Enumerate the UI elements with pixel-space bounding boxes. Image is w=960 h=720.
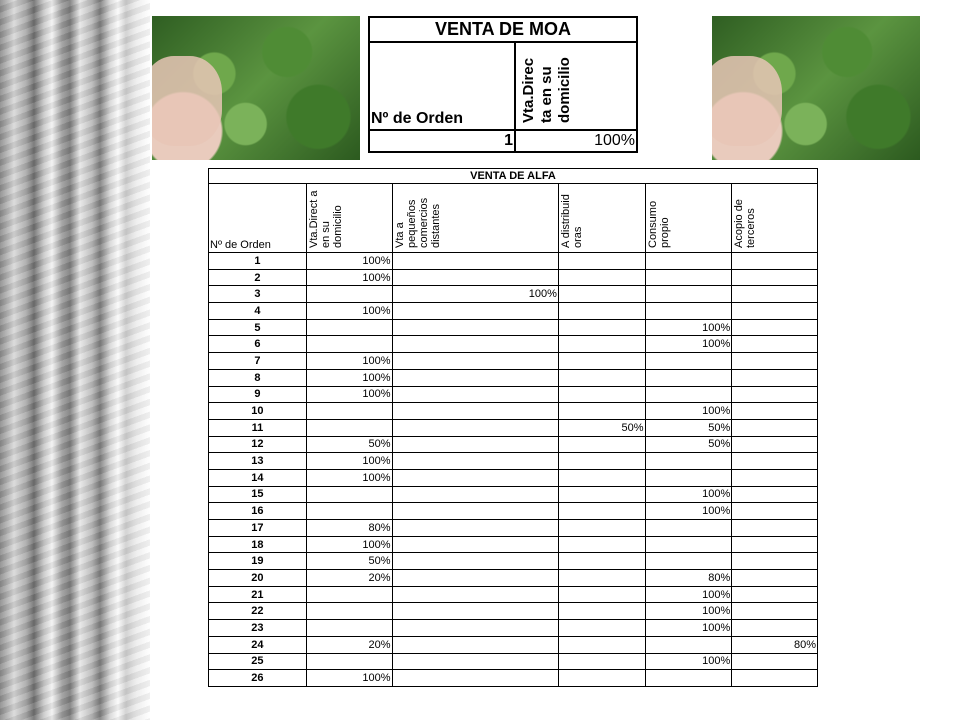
percentage-cell: 100% [306, 469, 392, 486]
table-row [209, 620, 818, 637]
percentage-cell [558, 520, 645, 537]
percentage-cell [392, 520, 558, 537]
percentage-cell [392, 670, 558, 687]
percentage-cell [306, 336, 392, 353]
percentage-cell [392, 303, 558, 320]
percentage-cell [392, 369, 558, 386]
table-row [209, 503, 818, 520]
table-row [209, 536, 818, 553]
plant-photo-right [712, 16, 920, 160]
percentage-cell: 50% [306, 553, 392, 570]
percentage-cell [645, 636, 732, 653]
moa-value-1: 100% [515, 130, 637, 152]
table-row [209, 369, 818, 386]
order-number: 10 [209, 403, 307, 420]
percentage-cell [558, 253, 645, 270]
percentage-cell [392, 653, 558, 670]
percentage-cell [558, 403, 645, 420]
percentage-cell [558, 586, 645, 603]
percentage-cell [645, 369, 732, 386]
percentage-cell [558, 319, 645, 336]
percentage-cell [558, 636, 645, 653]
alfa-col-own-consumption: Consumo propio [646, 200, 671, 248]
percentage-cell [645, 520, 732, 537]
percentage-cell [732, 670, 818, 687]
percentage-cell [306, 653, 392, 670]
percentage-cell [558, 653, 645, 670]
percentage-cell [558, 453, 645, 470]
percentage-cell [558, 386, 645, 403]
order-number: 5 [209, 319, 307, 336]
percentage-cell: 50% [645, 419, 732, 436]
percentage-cell: 100% [306, 269, 392, 286]
alfa-order-header: Nº de Orden [209, 184, 307, 253]
table-row [209, 269, 818, 286]
percentage-cell [392, 269, 558, 286]
percentage-cell [392, 553, 558, 570]
percentage-cell: 100% [306, 369, 392, 386]
order-number: 4 [209, 303, 307, 320]
percentage-cell [306, 603, 392, 620]
percentage-cell [645, 553, 732, 570]
percentage-cell [645, 269, 732, 286]
percentage-cell [392, 436, 558, 453]
percentage-cell [558, 336, 645, 353]
table-row [209, 403, 818, 420]
percentage-cell [645, 303, 732, 320]
table-row [209, 570, 818, 587]
percentage-cell [558, 553, 645, 570]
order-number: 9 [209, 386, 307, 403]
plant-photo-left [152, 16, 360, 160]
percentage-cell [392, 620, 558, 637]
table-row [209, 453, 818, 470]
table-row [209, 636, 818, 653]
percentage-cell [392, 603, 558, 620]
percentage-cell [558, 603, 645, 620]
percentage-cell [558, 536, 645, 553]
decorative-pillar [0, 0, 150, 720]
table-row [209, 319, 818, 336]
percentage-cell [645, 253, 732, 270]
order-number: 8 [209, 369, 307, 386]
percentage-cell: 50% [645, 436, 732, 453]
percentage-cell [306, 503, 392, 520]
table-row [209, 353, 818, 370]
percentage-cell [732, 403, 818, 420]
order-number: 14 [209, 469, 307, 486]
table-row [209, 653, 818, 670]
percentage-cell: 100% [306, 303, 392, 320]
moa-title: VENTA DE MOA [369, 17, 637, 42]
percentage-cell [732, 453, 818, 470]
percentage-cell: 100% [645, 336, 732, 353]
percentage-cell [732, 353, 818, 370]
percentage-cell [392, 586, 558, 603]
percentage-cell [306, 586, 392, 603]
percentage-cell: 100% [392, 286, 558, 303]
table-row [209, 603, 818, 620]
percentage-cell [645, 469, 732, 486]
order-number: 21 [209, 586, 307, 603]
order-number: 25 [209, 653, 307, 670]
order-number: 12 [209, 436, 307, 453]
percentage-cell: 100% [306, 253, 392, 270]
order-number: 23 [209, 620, 307, 637]
percentage-cell [558, 286, 645, 303]
percentage-cell [558, 620, 645, 637]
table-row [209, 303, 818, 320]
percentage-cell [558, 670, 645, 687]
percentage-cell [732, 419, 818, 436]
percentage-cell [558, 436, 645, 453]
percentage-cell: 80% [732, 636, 818, 653]
order-number: 19 [209, 553, 307, 570]
table-row [209, 520, 818, 537]
table-row [209, 253, 818, 270]
percentage-cell: 100% [645, 319, 732, 336]
table-row [209, 336, 818, 353]
percentage-cell [558, 269, 645, 286]
percentage-cell: 100% [645, 586, 732, 603]
order-number: 2 [209, 269, 307, 286]
percentage-cell [732, 620, 818, 637]
percentage-cell [732, 553, 818, 570]
percentage-cell [558, 369, 645, 386]
alfa-col-small-shops: Vta a pequeños comercios distantes [393, 197, 442, 248]
moa-sales-table [368, 16, 638, 153]
order-number: 22 [209, 603, 307, 620]
percentage-cell [392, 319, 558, 336]
percentage-cell [732, 303, 818, 320]
percentage-cell [732, 520, 818, 537]
percentage-cell [306, 403, 392, 420]
table-row [209, 469, 818, 486]
order-number: 15 [209, 486, 307, 503]
table-row [209, 586, 818, 603]
percentage-cell [306, 286, 392, 303]
percentage-cell [732, 319, 818, 336]
order-number: 11 [209, 419, 307, 436]
percentage-cell: 80% [645, 570, 732, 587]
order-number: 16 [209, 503, 307, 520]
percentage-cell [558, 570, 645, 587]
percentage-cell [392, 453, 558, 470]
percentage-cell [392, 386, 558, 403]
percentage-cell [392, 570, 558, 587]
percentage-cell [392, 486, 558, 503]
table-row [209, 436, 818, 453]
percentage-cell [392, 536, 558, 553]
percentage-cell [392, 636, 558, 653]
percentage-cell [732, 653, 818, 670]
percentage-cell [558, 469, 645, 486]
percentage-cell [392, 419, 558, 436]
percentage-cell [392, 336, 558, 353]
percentage-cell: 100% [645, 503, 732, 520]
hand-shape [712, 56, 782, 146]
order-number: 3 [209, 286, 307, 303]
order-number: 18 [209, 536, 307, 553]
order-number: 26 [209, 670, 307, 687]
percentage-cell: 20% [306, 570, 392, 587]
percentage-cell [306, 620, 392, 637]
percentage-cell [732, 536, 818, 553]
alfa-col-direct-sale: Vta.Direct a en su domicilio [307, 190, 344, 248]
moa-order-1: 1 [369, 130, 515, 152]
percentage-cell [732, 570, 818, 587]
percentage-cell: 50% [306, 436, 392, 453]
percentage-cell [645, 286, 732, 303]
percentage-cell [732, 586, 818, 603]
order-number: 17 [209, 520, 307, 537]
alfa-col-third-party: Acopio de terceros [733, 199, 758, 248]
percentage-cell [306, 419, 392, 436]
percentage-cell [645, 670, 732, 687]
moa-column-header: Vta.Direc ta en su domicilio [520, 57, 573, 123]
percentage-cell [732, 336, 818, 353]
table-row [209, 553, 818, 570]
percentage-cell [732, 503, 818, 520]
percentage-cell [732, 486, 818, 503]
percentage-cell: 80% [306, 520, 392, 537]
percentage-cell [732, 269, 818, 286]
percentage-cell [645, 536, 732, 553]
table-row [209, 286, 818, 303]
order-number: 13 [209, 453, 307, 470]
moa-order-header: Nº de Orden [369, 42, 515, 130]
order-number: 24 [209, 636, 307, 653]
percentage-cell: 100% [645, 653, 732, 670]
order-number: 6 [209, 336, 307, 353]
percentage-cell [732, 286, 818, 303]
percentage-cell: 100% [306, 386, 392, 403]
percentage-cell [392, 353, 558, 370]
percentage-cell: 20% [306, 636, 392, 653]
percentage-cell [306, 486, 392, 503]
table-row [209, 386, 818, 403]
table-row [209, 419, 818, 436]
percentage-cell [392, 503, 558, 520]
percentage-cell: 100% [645, 403, 732, 420]
percentage-cell [645, 453, 732, 470]
table-row [209, 670, 818, 687]
percentage-cell [645, 386, 732, 403]
order-number: 1 [209, 253, 307, 270]
percentage-cell [645, 353, 732, 370]
percentage-cell [732, 436, 818, 453]
percentage-cell [392, 403, 558, 420]
percentage-cell: 100% [645, 603, 732, 620]
percentage-cell [392, 253, 558, 270]
order-number: 7 [209, 353, 307, 370]
percentage-cell [732, 603, 818, 620]
table-row [209, 486, 818, 503]
hand-shape [152, 56, 222, 146]
percentage-cell [306, 319, 392, 336]
alfa-title: VENTA DE ALFA [209, 169, 818, 184]
percentage-cell [732, 369, 818, 386]
percentage-cell: 100% [306, 670, 392, 687]
percentage-cell [732, 253, 818, 270]
percentage-cell [558, 353, 645, 370]
order-number: 20 [209, 570, 307, 587]
percentage-cell [732, 386, 818, 403]
alfa-sales-table [208, 168, 818, 687]
percentage-cell [392, 469, 558, 486]
percentage-cell [558, 303, 645, 320]
percentage-cell: 50% [558, 419, 645, 436]
percentage-cell: 100% [645, 486, 732, 503]
percentage-cell: 100% [306, 453, 392, 470]
percentage-cell: 100% [306, 536, 392, 553]
percentage-cell: 100% [306, 353, 392, 370]
percentage-cell [558, 503, 645, 520]
percentage-cell [558, 486, 645, 503]
alfa-col-distributors: A distribuid oras [559, 194, 584, 248]
percentage-cell [732, 469, 818, 486]
percentage-cell: 100% [645, 620, 732, 637]
